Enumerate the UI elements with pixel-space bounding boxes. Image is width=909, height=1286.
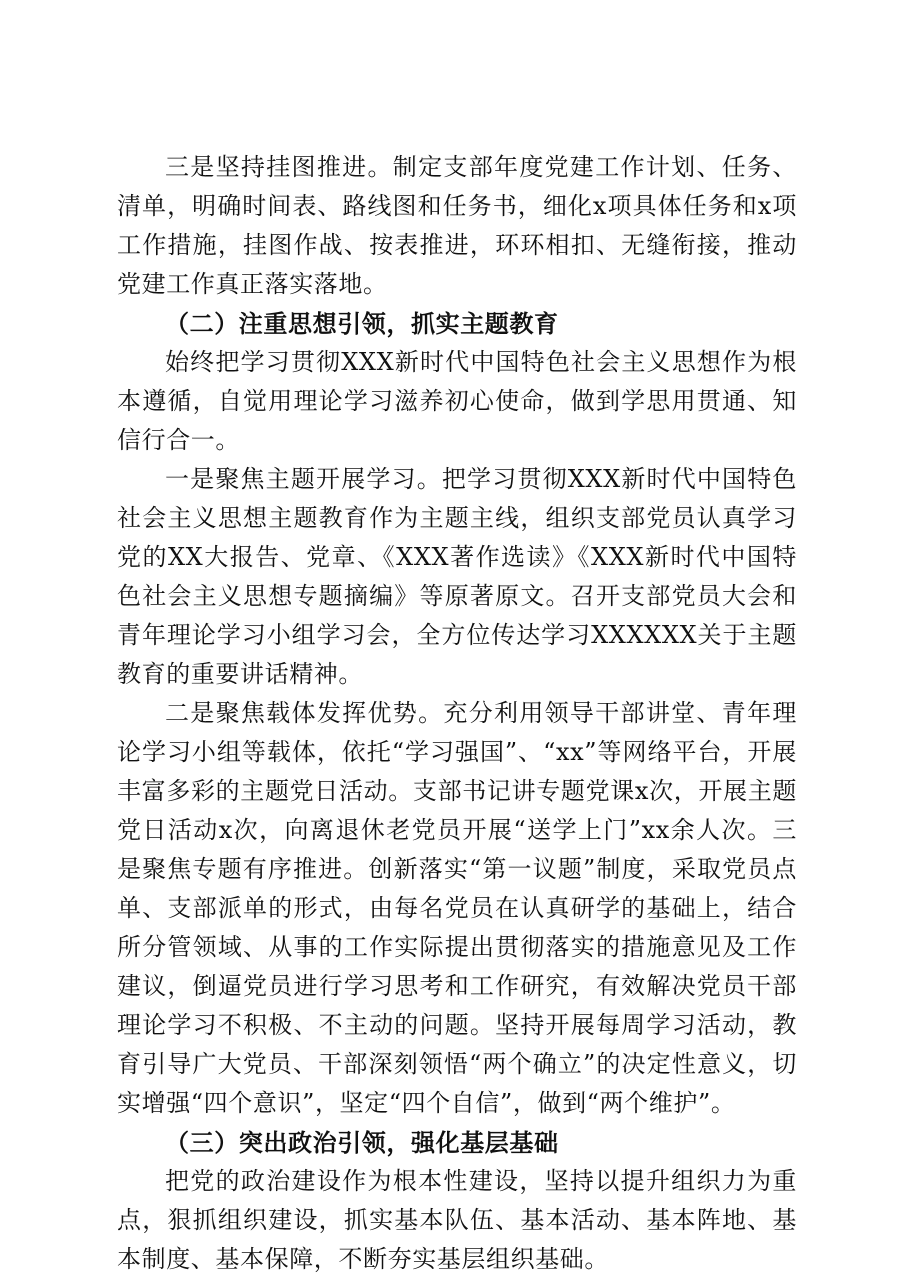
paragraph-political-construction: 把党的政治建设作为根本性建设，坚持以提升组织力为重点，狠抓组织建设，抓实基本队伍、基本活动、基本阵地、基本制度、基本保障，不断夯实基层组织基础。 (117, 1167, 797, 1273)
paragraph-theory-study-intro: 始终把学习贯彻XXX新时代中国特色社会主义思想作为根本遵循，自觉用理论学习滋养初心使命，做到学思用贯通、知信行合一。 (117, 348, 797, 454)
section-heading-ideological-guidance: （二）注重思想引领，抓实主题教育 (165, 309, 559, 338)
paragraph-hanging-chart-progress: 三是坚持挂图推进。制定支部年度党建工作计划、任务、清单，明确时间表、路线图和任务书，细化x项具体任务和x项工作措施，挂图作战、按表推进，环环相扣、无缝衔接，推动党建工作真正落实落地。 (117, 153, 797, 298)
paragraph-focus-theme-study: 一是聚焦主题开展学习。把学习贯彻XXX新时代中国特色社会主义思想主题教育作为主题主线，组织支部党员认真学习党的XX大报告、党章、《XXX著作选读》《XXX新时代中国特色社会主义思想专题摘编》等原著原文。召开支部党员大会和青年理论学习小组学习会，全方位传达学习XXXXXX关于主题教育的重要讲话精神。 (117, 465, 797, 688)
paragraph-focus-carrier-advantages: 二是聚焦载体发挥优势。充分利用领导干部讲堂、青年理论学习小组等载体，依托“学习强国”、“xx”等网络平台，开展丰富多彩的主题党日活动。支部书记讲专题党课x次，开展主题党日活动x次，向离退休老党员开展“送学上门”xx余人次。三是聚焦专题有序推进。创新落实“第一议题”制度，采取党员点单、支部派单的形式，由每名党员在认真研学的基础上，结合所分管领域、从事的工作实际提出贯彻落实的措施意见及工作建议，倒逼党员进行学习思考和工作研究，有效解决党员干部理论学习不积极、不主动的问题。坚持开展每周学习活动，教育引导广大党员、干部深刻领悟“两个确立”的决定性意义，切实增强“四个意识”，坚定“四个自信”，做到“两个维护”。 (117, 699, 797, 1117)
document-body (117, 148, 797, 1279)
section-heading-political-guidance: （三）突出政治引领，强化基层基础 (165, 1128, 559, 1157)
